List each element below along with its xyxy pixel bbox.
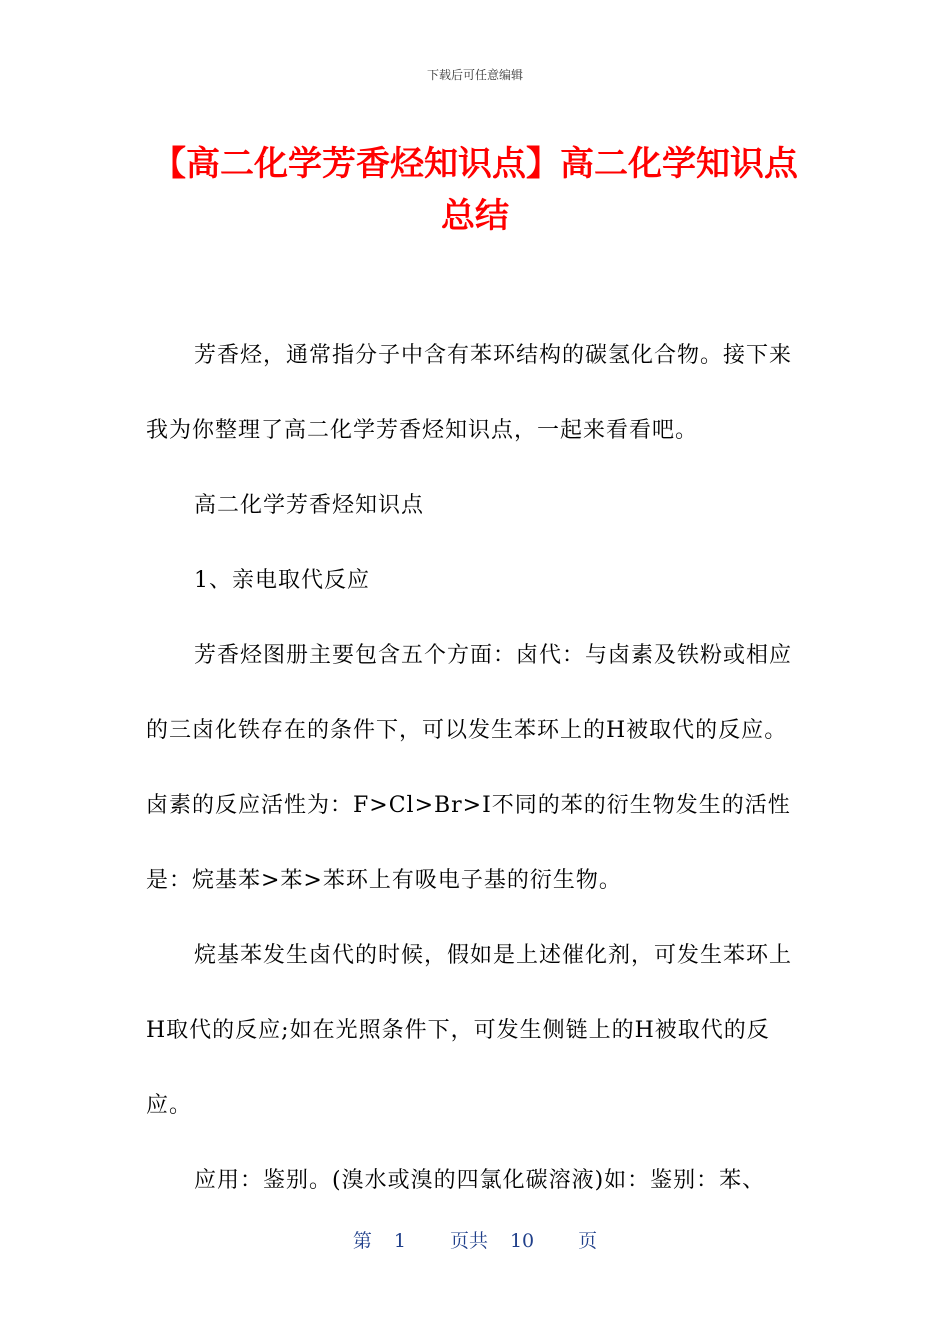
subsection-heading: 1、亲电取代反应 bbox=[194, 568, 370, 593]
paragraph-alkylbenzene: 烷基苯发生卤代的时候，假如是上述催化剂，可发生苯环上H取代的反应;如在光照条件下，可发生侧链上的H被取代的反应。 bbox=[146, 943, 793, 1118]
footer-prefix: 第 bbox=[352, 1230, 372, 1252]
paragraph-application: 应用：鉴别。(溴水或溴的四氯化碳溶液)如：鉴别：苯、 bbox=[194, 1168, 766, 1193]
document-body bbox=[146, 318, 806, 1218]
document-title: 【高二化学芳香烃知识点】高二化学知识点总结 bbox=[152, 144, 798, 236]
footer-mid: 页共 bbox=[449, 1230, 488, 1252]
footer-current-page: 1 bbox=[393, 1230, 406, 1252]
section-heading: 高二化学芳香烃知识点 bbox=[194, 493, 425, 518]
paragraph-halogenation: 芳香烃图册主要包含五个方面：卤代：与卤素及铁粉或相应的三卤化铁存在的条件下，可以发生苯环上的H被取代的反应。卤素的反应活性为：F>Cl>Br>I不同的苯的衍生物发生的活性是：烷基苯>苯>苯环上有吸电子基的衍生物。 bbox=[146, 643, 793, 893]
header-note: 下载后可任意编辑 bbox=[426, 68, 523, 82]
footer-suffix: 页 bbox=[578, 1230, 598, 1252]
page-footer bbox=[0, 1226, 950, 1253]
footer-total-pages: 10 bbox=[509, 1230, 535, 1252]
paragraph-intro: 芳香烃，通常指分子中含有苯环结构的碳氢化合物。接下来我为你整理了高二化学芳香烃知识点，一起来看看吧。 bbox=[146, 343, 793, 443]
